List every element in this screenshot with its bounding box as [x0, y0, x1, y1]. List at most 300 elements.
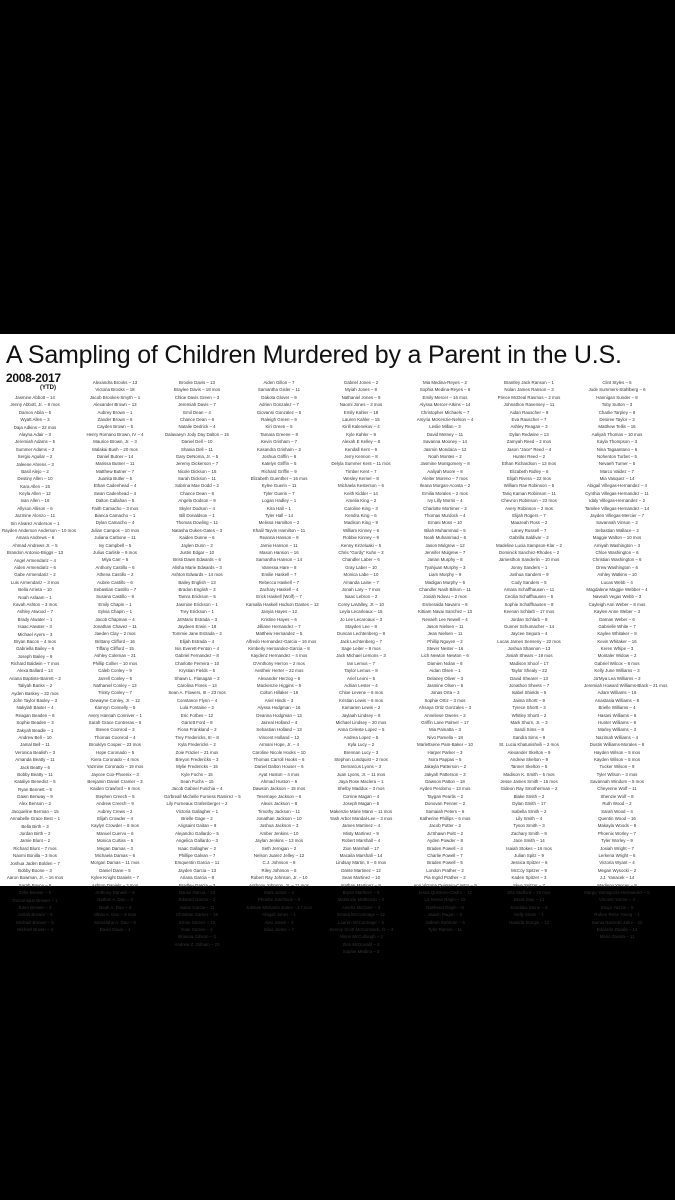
name-entry: Sophie Schaffhausen – 8 [504, 601, 554, 607]
name-entry: Taylor Shealy – 22 [510, 668, 548, 674]
name-entry: Samantha Gisler – 11 [257, 387, 301, 393]
name-entry: William Rae Robinson – 5 [503, 483, 555, 489]
name-entry: Sarah Dickson – 11 [178, 476, 216, 482]
name-entry: Emilia Morales – 2 mos [422, 490, 468, 496]
name-entry: Miya Carr – 5 [101, 557, 129, 563]
name-entry: Gabriel Fernandez – 8 [175, 653, 219, 659]
name-entry: Jennifer Mulgrew – 7 [424, 549, 466, 555]
name-entry: Raleigh Green – 9 [261, 416, 297, 422]
name-entry: Kyla Fredericks – 2 [178, 742, 216, 748]
name-entry: Jasmine Olsen – 5 [426, 683, 464, 689]
name-entry: Tucker Wilson – 9 [599, 764, 635, 770]
name-entry: Dylan Smith – 17 [512, 801, 546, 807]
name-entry: Zachary Haskell – 4 [259, 586, 299, 592]
name-entry: Griffin Lane Palmer – 17 [421, 719, 469, 725]
name-entry: John Taylor Baxley – 3 [12, 698, 58, 704]
name-entry: Anna Celeste Lopez – 5 [337, 727, 385, 733]
name-entry: Rebecca Haskell – 7 [258, 579, 300, 585]
name-entry: Jack Beatty – 6 [19, 764, 51, 770]
name-entry: Alexander Brown – 13 [93, 402, 137, 408]
name-entry: Michael Ayers – 3 [17, 631, 53, 637]
name-entry: Kelly June Williams – 3 [594, 668, 640, 674]
name-entry: Andrew Z. Gilham – 23 [174, 941, 220, 947]
name-entry: Trinity Conley – 7 [98, 690, 132, 696]
name-entry: Jaycee Cox-Phoenix – 3 [91, 771, 139, 777]
name-entry: Chandler Nash Bilson – 11 [419, 586, 471, 592]
name-entry: Jacob Gabriel Fuschia – 4 [171, 786, 223, 792]
name-entry: Hunter Williams – 9 [597, 719, 637, 725]
name-entry: James Martinez – 4 [341, 823, 381, 829]
name-entry: Shenzie Wolf – 8 [600, 793, 634, 799]
name-entry: Brielle Williams – 4 [598, 705, 636, 711]
name-entry: Isaiah Stokes – 16 mos [506, 845, 552, 851]
name-entry: David Davis – 4 [99, 926, 131, 932]
name-entry: Faith Camacho – 3 mos [91, 505, 139, 511]
name-entry: Avery Robinson – 2 mos [505, 505, 553, 511]
name-entry: Sean Fuchs – 15 [180, 779, 214, 785]
name-entry: Gabe Armendariz – 2 [14, 572, 56, 578]
name-entry: Amyria McKenzie-Nelson – 4 [416, 416, 474, 422]
name-entry: Kamryn Connelly – 5 [94, 705, 136, 711]
name-entry: Summer Adams – 2 [15, 446, 55, 452]
name-entry: Jaeden Clay – 2 mos [94, 631, 136, 637]
name-entry: Jack Michael Lemons – 3 [336, 653, 386, 659]
name-entry: Tiffany Clifford – 15 [96, 646, 134, 652]
name-entry: Avery Hannah Conniver – 1 [88, 712, 142, 718]
name-entry: Ileana Morgan-Acosta – 2 [419, 483, 471, 489]
name-entry: Rayden Anderson Anderson – 10 mos [2, 528, 76, 534]
name-entry: Diego Yazzie – 5 [600, 904, 634, 910]
name-entry: Emilie Haskell – 7 [261, 572, 297, 578]
name-entry: Ja'Mya Lea Williams – 2 [593, 675, 641, 681]
name-entry: Nicole Dickson – 15 [177, 468, 217, 474]
name-entry: Jonathan Chavez – 11 [93, 623, 137, 629]
name-entry: Jack Lechtenberg – 7 [340, 638, 382, 644]
name-entry: Bilah Muhammad – 5 [424, 527, 466, 533]
name-entry: Jaya Rose Maclera – 1 [338, 779, 384, 785]
name-entry: Tamilee Villegas-Hernandez – 14 [584, 505, 650, 511]
name-entry: Lauren McCormage – 5 [337, 919, 385, 925]
name-entry: Quentin Wood – 16 [598, 816, 636, 822]
name-entry: Eduardo Zavala – 14 [596, 926, 638, 932]
name-entry: Jeremy Dickerson – 7 [175, 461, 219, 467]
name-entry: Tyler Wilson – 3 mos [596, 771, 638, 777]
name-entry: Braylee Davis – 18 mos [173, 387, 221, 393]
name-entry: Nelson Juarez Jelley – 12 [253, 853, 305, 858]
name-entry: William Kinney – 6 [342, 527, 380, 533]
name-entry: Julian Spitz – 9 [514, 853, 544, 858]
name-entry: Luis Armendariz – 3 mos [10, 579, 60, 585]
name-entry: Gideon Ray Smotherman – 2 [500, 786, 558, 792]
name-entry: Monica Curtiss – 5 [96, 838, 134, 844]
name-entry: Matthew Butner – 7 [95, 468, 135, 474]
name-entry: Taylor Lemus – 8 [344, 668, 378, 674]
name-entry: Jaylan Jenkins – 13 mos [254, 838, 304, 844]
name-entry: Naomi Bonilla – 3 mos [13, 853, 57, 859]
name-entry: Noah Aslaam – 1 [18, 594, 52, 600]
names-column [164, 379, 241, 948]
name-entry: Nathaniel Jones – 9 [341, 394, 381, 400]
name-entry: Jason "Jace" Reed – 4 [506, 446, 552, 452]
name-entry: Pia Ingrid Prather – 2 [424, 875, 466, 881]
name-entry: Dawson Patton – 18 [425, 779, 465, 785]
name-entry: Michael Brown – 4 [16, 927, 54, 933]
name-entry: Robbie Kinney – 9 [343, 535, 379, 541]
name-entry: Isabel Shields – 5 [511, 690, 547, 696]
name-entry: Erick Haskell (Wolf) – 7 [256, 594, 302, 600]
name-entry: Hunter Reed – 2 [512, 453, 546, 459]
name-entry: Gray Laber – 10 [345, 564, 377, 570]
name-entry: Ana Victoria Quintero-Castro – 9 [413, 882, 477, 888]
name-entry: Bradley Garcia – 3 [178, 882, 216, 888]
name-entry: Jaylen Dunn – 2 [181, 542, 213, 548]
name-entry: Samia Nazerah Zaini – 22 [591, 919, 643, 925]
name-entry: Julius Carlisle – 9 mos [93, 549, 137, 555]
name-entry: Alexis Jackson – 8 [260, 801, 298, 807]
name-entry: Amanda Laine – 7 [343, 579, 379, 585]
name-entry: Joseph Magan – 5 [342, 801, 380, 807]
name-entry: Kirill Kalenekov – 4 [342, 424, 380, 430]
name-entry: Tesemaye Jackson – 6 [256, 793, 302, 799]
name-entry: Bryan Bacon – 4 mos [14, 638, 56, 644]
name-entry: Jacob Potter – 2 [429, 823, 461, 829]
name-entry: Jenny Abbott, Jr. – 8 mos [10, 402, 60, 408]
name-entry: Chandler Laber – 6 [342, 557, 380, 563]
name-entry: Domonique Brewer – 1 [12, 897, 58, 903]
name-entry: Yash Arbor Mandal-Lee – 3 mos [329, 816, 393, 822]
name-entry: Bobby Beatty – 11 [17, 771, 53, 777]
name-entry: Jean Nielsen – 11 [427, 631, 463, 637]
name-entry: Mckenzie Matheson – 2 [337, 897, 385, 903]
name-entry: Kavah Ashton – 3 mos [13, 601, 57, 607]
name-entry: Dawson Jackson – 15 mos [252, 786, 306, 792]
name-entry: Tyler Ramos – 11 [427, 926, 463, 932]
name-entry: Zoie Frazier – 21 mos [175, 749, 219, 755]
name-entry: Chris "Gordy" Kuhn – 2 [338, 549, 384, 555]
name-entry: Wyatt Allen – 3 [20, 417, 50, 423]
name-entry: Alejandro Gallardo – 5 [175, 830, 219, 836]
name-entry: Kaden Spitzer – 3 [511, 875, 547, 881]
name-entry: Bryan Martinez – 5 [342, 889, 380, 895]
name-entry: Nevaeh Lee Newell – 4 [422, 616, 468, 622]
name-entry: Kendra King – 6 [345, 513, 377, 519]
name-entry: Gabriella Bailey – 6 [15, 646, 55, 652]
name-entry: Ja'Mario Estrada – 3 [176, 616, 218, 622]
name-entry: Julian Campos – 10 mos [90, 527, 140, 533]
name-entry: Amara Schaffhausen – 11 [503, 586, 555, 592]
name-entry: Zander Brown – 6 [97, 416, 133, 422]
name-entry: Nathan Martinez – 8 [341, 882, 381, 888]
name-entry: Jilliane Hernandez – 7 [257, 623, 301, 629]
name-entry: Braden Powell – 5 [427, 860, 463, 866]
name-entry: Khalil Tayvin Hamilton – 11 [252, 527, 306, 533]
name-entry: Andrew Skelton – 9 [509, 756, 549, 762]
name-entry: Jamal Bell – 11 [20, 742, 50, 748]
name-entry: Alexah E Kelley – 8 [341, 439, 381, 445]
name-entry: Michael Brewer – 5 [16, 919, 54, 925]
name-entry: Ahmad Huston – 6 [260, 779, 298, 785]
name-entry: Idaly Villegas-Hernandez – 2 [588, 498, 646, 504]
name-entry: Thomas Coonrod – 4 [94, 734, 136, 740]
name-entry: Reanna Hanson – 9 [259, 535, 299, 541]
name-entry: Samaiah Peters – 6 [425, 808, 465, 814]
name-entry: Isaac Gallagher – 2 [177, 845, 217, 851]
name-entry: Ethan Richardson – 13 mos [501, 461, 557, 467]
name-entry: Tommie Jane Estrada – 2 [172, 631, 222, 637]
name-entry: Maggie Walton – 10 mos [592, 535, 642, 541]
name-entry: Victoria Brooks – 18 [95, 387, 135, 393]
name-entry: Henry Romano Brown, IV – 4 [86, 431, 144, 437]
name-entry: Allyson Allison – 6 [17, 505, 53, 511]
name-entry: Mia Vasquez – 14 [599, 476, 635, 482]
name-entry: Dante Martinez – 12 [341, 867, 381, 873]
name-entry: Jarian Murphy – 8 [427, 557, 463, 563]
name-entry: Hamida Sturgis – 12 [509, 919, 549, 925]
name-entry: Basil Alejo – 2 [21, 468, 49, 474]
name-entry: Misty Martinez – 9 [343, 830, 379, 836]
name-entry: Hope Coronado – 5 [95, 749, 135, 755]
name-entry: Noah A. Dao – 3 [98, 904, 132, 910]
name-entry: Noah Muhammad – 6 [423, 535, 467, 541]
name-entry: Elijah Rivera – 22 mos [507, 476, 551, 482]
name-entry: Jonathan Jackson – 10 [256, 816, 302, 822]
name-entry: Keren Whipe – 3 [600, 646, 634, 652]
name-entry: Chloe Washington – 6 [595, 549, 639, 555]
name-entry: Sophie Ortiz – 3 mos [424, 697, 466, 703]
name-entry: Kenny Kirzeluaki – 5 [340, 542, 382, 548]
name-entry: Edward Garcia – 2 [178, 897, 216, 903]
name-entry: Garrett Ford – 8 [181, 719, 213, 725]
name-entry: Susana Castillo – 8 [96, 594, 134, 600]
name-entry: Ruth Wood – 2 [602, 801, 632, 807]
name-entry: Nathaniel Conley – 13 [93, 683, 137, 689]
name-entry: Giovanni Gonzalez – 5 [256, 409, 302, 415]
name-entry: David Metney – 11 [426, 431, 464, 437]
names-column [496, 379, 562, 926]
name-entry: Zamyah Reed – 2 mos [506, 439, 552, 445]
name-entry: Jadeen Rahman – 6 [425, 919, 465, 925]
name-entry: Sin Alvarez Anderson – 1 [10, 520, 60, 526]
name-entry: Sophia Medina-Reyes – 6 [419, 387, 471, 393]
name-entry: Demarcus Lyons – 3 [340, 764, 382, 770]
name-entry: Liam Murphy – 9 [428, 572, 462, 578]
name-entry: Kaylee Anne Weber – 3 [593, 609, 641, 615]
name-entry: Alexandra Brooks – 13 [92, 380, 138, 385]
name-entry: Brady Atwater – 1 [17, 616, 53, 622]
name-entry: Ian Lemus – 7 [347, 660, 375, 666]
name-entry: Aiden Gillon – 7 [263, 380, 295, 385]
name-entry: Carolina Flores – 13 [177, 683, 217, 689]
name-entry: Ayden Powder – 8 [427, 838, 463, 844]
name-entry: Aidan Olsen – 1 [429, 668, 461, 674]
name-entry: Richard Baldwin – 7 mos [10, 661, 60, 667]
name-entry: Caleb Conley – 9 [98, 668, 132, 674]
name-entry: Madison K. Smith – 5 mos [503, 771, 555, 777]
name-entry: Bobby Boone – 3 [18, 868, 52, 873]
name-entry: Ahmad Andrews Jr. – 5 [12, 542, 58, 548]
name-entry: McCoy Spitzer – 9 [511, 867, 547, 873]
name-entry: Jason Nielsen – 11 [426, 623, 464, 629]
name-entry: Daniel Garcia – 13 [178, 889, 216, 895]
name-entry: Isaac Lebron – 2 [344, 594, 378, 600]
name-entry: Ivy Lilly Morris – 4 [427, 498, 463, 504]
name-entry: Timothy Jackson – 11 [257, 808, 301, 814]
name-entry: Charlie Powell – 7 [427, 853, 463, 858]
name-entry: Kara Allen – 15 [20, 483, 50, 489]
name-entry: St. Lucia Khatunishvili – 2 mos [499, 742, 559, 748]
name-entry: Morgan Damas – 11 mos [90, 860, 140, 866]
name-entry: Elijah Estrada – 4 [179, 638, 215, 644]
name-entry: Whitley Shortt – 2 [511, 712, 547, 718]
name-entry: Nina Tagaantano – 6 [596, 446, 638, 452]
name-entry: Ayat Huston – 4 mos [258, 771, 300, 777]
name-entry: Tanner Skelton – 5 [510, 764, 548, 770]
name-entry: Delyla Summer Kent – 11 mos [331, 461, 391, 467]
name-entry: Isabella Smith – 2 [511, 808, 547, 814]
names-column [328, 379, 394, 955]
name-entry: Destiny Allen – 10 [17, 476, 53, 482]
name-entry: Aestheir Herter – 22 mos [254, 668, 304, 674]
name-entry: Alexander Skelton – 9 [507, 749, 551, 755]
name-entry: Desiree Taylor – 3 [599, 416, 635, 422]
name-entry: Stayden Lee – 8 [345, 623, 377, 629]
name-entry: Jonny Sanders – 1 [510, 564, 548, 570]
name-entry: Joshua Shannon – 13 [507, 646, 551, 652]
name-entry: Kristine Hayes – 6 [261, 616, 297, 622]
name-entry: Kiera Coronado – 4 mos [91, 756, 139, 762]
name-entry: Jonas Orta – 3 [430, 690, 460, 696]
name-entry: Josiah Wright – 7 [600, 845, 634, 851]
name-entry: Tyrece Shortt – 3 [512, 705, 546, 711]
name-entry: Jaleene Ahrens – 3 [16, 461, 54, 467]
name-entry: Jeremiah Davis – 7 [178, 402, 216, 408]
name-entry: Juliana Carbone – 11 [94, 535, 136, 541]
name-entry: Steven Coonrod – 3 [95, 727, 135, 733]
name-entry: Dalton Callahan – 5 [95, 498, 135, 504]
name-entry: Jaydeen Erwin – 18 [177, 623, 217, 629]
name-entry: Dewayne Conley, Jr. – 12 [90, 697, 140, 703]
name-entry: Bella Arrieta – 10 [18, 587, 52, 593]
name-entry: Malakai Bush – 20 mos [92, 446, 138, 452]
names-column [2, 394, 76, 934]
name-entry: Lich Newton Newton – 6 [421, 653, 469, 659]
name-entry: Amber Jenkins – 10 [259, 830, 299, 836]
name-entry: Shania Dell – 11 [181, 446, 213, 452]
name-entry: Brielle Gage – 2 [181, 816, 213, 822]
name-entry: Braden Powell – 4 [427, 845, 463, 851]
name-entry: Nevaeh Turner – 5 [598, 461, 636, 467]
name-entry: Janyia Hayes – 12 [260, 609, 298, 615]
name-entry: Kaydenz Hernandez – 4 mos [250, 653, 308, 659]
name-entry: Delaney Oliver – 3 [426, 675, 464, 681]
name-entry: Leyla Lecarleaux – 15 [339, 609, 383, 615]
name-entry: Robert Ray Johnson, Jr. – 10 [250, 875, 308, 881]
year-range: 2008-2017 [6, 371, 61, 385]
name-entry: Anastasia Williams – 8 [594, 697, 640, 703]
name-entry: Trey Erickson – 1 [180, 609, 214, 615]
name-entry: Samantha Hanson – 14 [255, 557, 303, 563]
name-entry: Elijah Rogers – 7 [512, 513, 546, 519]
name-entry: Josiah Shears – 19 mos [505, 653, 553, 659]
name-entry: Shelby Maddux – 3 mos [337, 786, 385, 792]
name-entry: Tamra Erickson – 5 [178, 594, 216, 600]
name-entry: Sean A. Flowers, III – 23 mos [168, 690, 226, 696]
name-entry: Aiden Armendariz – 6 [14, 564, 56, 570]
name-entry: Brittany Clifford – 16 [95, 638, 135, 644]
name-entry: Kylee Guerin – 11 [261, 483, 297, 489]
names-column [82, 379, 148, 933]
name-entry: Sean Martinez – 10 [341, 875, 381, 881]
name-entry: Sarah Wood – 4 [601, 808, 633, 814]
name-entry: Jaima Shortt – 9 [513, 697, 545, 703]
name-entry: Jasmine Montgomery – 8 [420, 461, 470, 467]
name-entry: Cody Sanders – 5 [511, 579, 547, 585]
name-entry: Jacob Chapman – 4 [95, 616, 135, 622]
name-entry: Marley Williams – 3 [597, 727, 637, 733]
name-entry: Keenan Schlarb – 17 mos [503, 609, 555, 615]
name-entry: Emil Dean – 4 [183, 409, 211, 415]
name-entry: Megan Damas – 3 [97, 845, 133, 851]
name-entry: Sebastian Wallace – 2 [595, 527, 639, 533]
name-entry: Isaac Atwater – 3 [18, 624, 52, 630]
name-entry: Lindsay Martin, II – 6 mos [335, 860, 387, 866]
name-entry: Toby Sutton – 3 [601, 402, 633, 408]
name-entry: Stever Nester – 16 [426, 646, 464, 652]
name-entry: Aleiter Moreno – 7 mos [422, 476, 468, 482]
name-entry: Swan Cadenhead – 4 [93, 490, 137, 496]
name-entry: Richard Griffin – 9 [261, 468, 297, 474]
name-entry: Kendalia Stone – 5 [510, 904, 548, 910]
name-entry: Tyler Guerin – 7 [263, 490, 295, 496]
name-entry: Ahsaya Ortiz Gonzales – 3 [418, 705, 472, 711]
name-entry: Jayden Villegas-Mercier – 7 [589, 513, 645, 519]
name-entry: Bella Birth – 3 [21, 823, 49, 829]
name-entry: Jason Mulgrew – 12 [425, 542, 465, 548]
name-entry: Brooklyn Cooper – 23 mos [89, 742, 141, 748]
name-entry: Caroline King – 3 [344, 505, 378, 511]
name-entry: Kyla Lucy – 2 [347, 742, 375, 748]
name-entry: Eman Garner – 12 [178, 919, 216, 925]
name-entry: Nakylah Baxter – 4 [16, 705, 54, 711]
name-entry: Ryan Bennett – 5 [18, 786, 52, 792]
name-entry: Eden Brewer – 3 [18, 904, 52, 910]
name-entry: Naomi Jones – 3 mos [339, 402, 383, 408]
name-entry: Savannah Windom – 5 mos [590, 779, 644, 785]
name-entry: Harper Parker – 3 [427, 749, 463, 755]
name-entry: Phillip Collier – 10 mos [92, 660, 138, 666]
name-entry: Hannigan Sunder – 8 [596, 394, 638, 400]
name-entry: Adam Williams – 16 [597, 690, 637, 696]
name-entry: Adrian Lester – 4 [344, 683, 378, 689]
name-entry: Donovan Penner – 2 [424, 801, 466, 807]
name-entry: Amelia King – 2 [345, 498, 377, 504]
name-entry: Robert Marshall – 4 [341, 838, 381, 844]
name-entry: Vincent Holland – 12 [258, 734, 300, 740]
name-entry: Kevin Grisham – 7 [260, 439, 298, 445]
name-entry: Jaylaah Lindsey – 8 [341, 712, 381, 718]
name-entry: Mackenzie Higgins – 5 [256, 683, 302, 689]
name-entry: Joshua Griffin – 6 [261, 453, 297, 459]
name-entry: Anthony Daniels – 5 [95, 889, 135, 895]
name-entry: Alisha Marie Edwards – 3 [172, 564, 222, 570]
name-entry: Jesse James Smith – 15 mos [500, 779, 558, 785]
name-entry: Joshua Jaden Bolden – 7 [10, 860, 60, 866]
name-entry: Jacob Brookes-Smyth – 1 [89, 394, 141, 400]
name-entry: Ashley Atwood – 7 [16, 609, 54, 615]
name-entry: Phoenix Worley – 7 [598, 830, 636, 836]
name-entry: Gabrielle White – 7 [598, 623, 636, 629]
name-entry: Riley Johnson – 5 [261, 867, 297, 873]
